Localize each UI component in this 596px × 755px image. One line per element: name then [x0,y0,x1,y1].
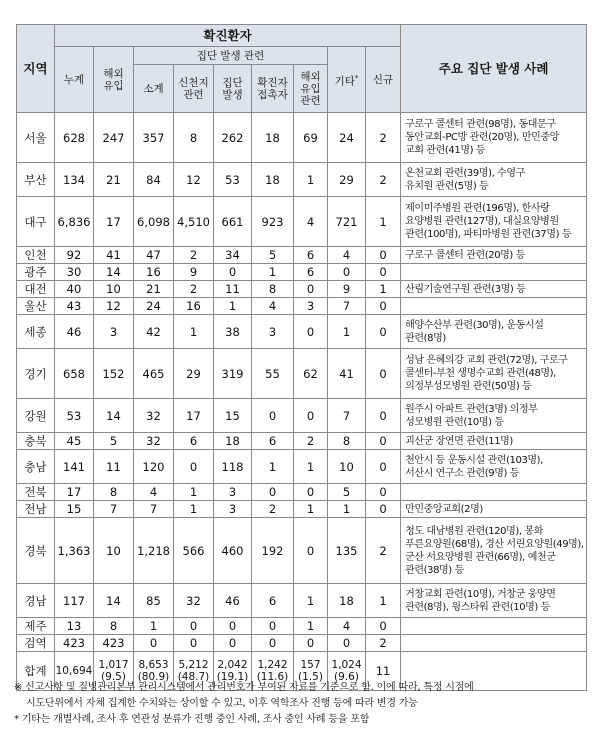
cell-ovr: 1 [294,584,328,618]
cell-examples [401,197,587,247]
totals-subtotal-percent: (80.9) [137,671,170,683]
cell-shincheonji: 1 [174,501,214,518]
region-cell: 부산 [17,163,55,197]
totals-ovr-value: 157 [300,659,321,671]
cell-total: 628 [55,113,94,163]
table-row [17,433,587,450]
cell-contact: 6 [252,433,294,450]
cell-shincheonji: 6 [174,433,214,450]
cell-ovr: 1 [294,163,328,197]
cell-total: 6,836 [55,197,94,247]
totals-shincheonji-value: 5,212 [178,659,209,671]
example-line: 만민중앙교회(2명) [405,503,483,515]
cell-subtotal: 0 [134,635,174,652]
region-cell: 인천 [17,247,55,264]
cell-subtotal: 16 [134,264,174,281]
cell-overseas: 17 [94,197,134,247]
region-cell: 검역 [17,635,55,652]
cell-examples [401,113,587,163]
cell-other: 4 [328,247,366,264]
cell-overseas: 12 [94,298,134,315]
cell-examples [401,399,587,433]
example-line: 군산 서요양병원 관련(66명), 예천군 [405,551,556,563]
header-overseas-related-text: 해외 유입 관련 [300,70,321,107]
cell-group: 3 [214,501,252,518]
cell-group: 34 [214,247,252,264]
cell-shincheonji: 0 [174,450,214,484]
example-line: 구로구 콜센터 관련(98명), 동대문구 [405,119,556,130]
cell-shincheonji: 2 [174,281,214,298]
cell-other: 5 [328,484,366,501]
cell-overseas: 247 [94,113,134,163]
footnote-2: * 기타는 개별사례, 조사 후 연관성 분류가 진행 중인 사례, 조사 중인 사례 등을 포함 [14,714,370,725]
cell-group: 262 [214,113,252,163]
table-row [17,635,587,652]
example-line: 푸른요양원(68명), 경산 서린요양원(49명), [405,538,584,550]
cell-subtotal: 42 [134,315,174,349]
cell-total: 15 [55,501,94,518]
cell-total: 134 [55,163,94,197]
region-cell: 경북 [17,518,55,584]
cell-total: 17 [55,484,94,501]
cell-ovr: 0 [294,484,328,501]
header-examples: 주요 집단 발생 사례 [401,25,587,113]
cell-shincheonji: 0 [174,618,214,635]
cell-overseas: 41 [94,247,134,264]
cell-new: 1 [366,197,401,247]
cell-overseas: 14 [94,584,134,618]
cell-new: 0 [366,618,401,635]
cell-overseas: 11 [94,450,134,484]
cell-shincheonji: 4,510 [174,197,214,247]
totals-group-percent: (19.1) [216,671,249,683]
totals-other-value: 1,024 [331,659,362,671]
cell-ovr: 0 [294,635,328,652]
cell-group: 319 [214,349,252,399]
region-cell: 대전 [17,281,55,298]
region-cell: 대구 [17,197,55,247]
region-cell: 세종 [17,315,55,349]
cell-group: 460 [214,518,252,584]
cell-new: 2 [366,113,401,163]
header-other-text: 기타 [334,75,355,88]
header-contact-text: 확진자 접촉자 [257,76,288,101]
cell-group: 46 [214,584,252,618]
table-row [17,618,587,635]
cell-contact: 0 [252,618,294,635]
totals-overseas-value: 1,017 [98,659,129,671]
header-group-outbreak-text: 집단 발생 [222,76,243,101]
cell-overseas: 3 [94,315,134,349]
example-line: 의정부성모병원 관련(50명) 등 [405,381,532,392]
confirmed-cases-table [16,24,587,691]
cell-subtotal: 4 [134,484,174,501]
header-overseas [94,47,134,113]
cell-shincheonji: 9 [174,264,214,281]
header-new: 신규 [366,47,401,113]
header-shincheonji [174,65,214,113]
cell-other: 7 [328,298,366,315]
cell-group: 11 [214,281,252,298]
cell-contact: 2 [252,501,294,518]
cell-ovr: 6 [294,264,328,281]
cell-examples [401,247,587,264]
cell-shincheonji: 0 [174,635,214,652]
cell-overseas: 7 [94,501,134,518]
example-line: 요양병원 관련(127명), 대실요양병원 [405,216,559,227]
cell-total: 45 [55,433,94,450]
region-cell: 경기 [17,349,55,399]
cell-contact: 0 [252,484,294,501]
example-line: 성모병원 관련(10명) 등 [405,416,504,428]
cell-contact: 3 [252,315,294,349]
cell-overseas: 21 [94,163,134,197]
cell-total: 141 [55,450,94,484]
cell-group: 0 [214,635,252,652]
cell-overseas: 8 [94,484,134,501]
example-line: 관련(8명) [405,332,446,344]
cell-subtotal: 85 [134,584,174,618]
header-cluster: 집단 발생 관련 [134,47,328,65]
cell-group: 661 [214,197,252,247]
header-overseas-text: 해외 유입 [103,67,124,92]
cell-overseas: 423 [94,635,134,652]
region-cell: 서울 [17,113,55,163]
cell-ovr: 0 [294,399,328,433]
cell-group: 1 [214,298,252,315]
table-row [17,315,587,349]
example-line: 괴산군 장연면 관련(11명) [405,435,513,447]
cell-subtotal: 465 [134,349,174,399]
cell-shincheonji: 1 [174,315,214,349]
table-row [17,264,587,281]
cell-ovr: 1 [294,618,328,635]
cell-ovr: 62 [294,349,328,399]
region-cell: 강원 [17,399,55,433]
table-row [17,298,587,315]
cell-new: 2 [366,635,401,652]
cell-overseas: 14 [94,399,134,433]
cell-new: 1 [366,281,401,298]
cell-subtotal: 357 [134,113,174,163]
cell-ovr: 1 [294,450,328,484]
example-line: 서산시 연구소 관련(9명) 등 [405,467,519,479]
region-cell: 전북 [17,484,55,501]
cell-other: 29 [328,163,366,197]
example-line: 관련(100명), 파티마병원 관련(37명) 등 [405,229,572,240]
cell-shincheonji: 2 [174,247,214,264]
cell-total: 92 [55,247,94,264]
cell-other: 721 [328,197,366,247]
totals-contact-value: 1,242 [257,659,288,671]
example-line: 관련(38명) 등 [405,564,464,576]
cell-other: 8 [328,433,366,450]
footnotes [14,680,589,728]
cell-subtotal: 1 [134,618,174,635]
example-line: 콜센터-부천 생명수교회 관련(48명), [405,368,556,379]
example-line: 온천교회 관련(39명), 수영구 [405,167,525,179]
cell-group: 18 [214,433,252,450]
cell-ovr: 6 [294,247,328,264]
table-row [17,399,587,433]
cell-ovr: 0 [294,518,328,584]
cell-contact: 4 [252,298,294,315]
region-cell: 충남 [17,450,55,484]
region-cell: 제주 [17,618,55,635]
cell-other: 135 [328,518,366,584]
cell-other: 41 [328,349,366,399]
cell-overseas: 10 [94,518,134,584]
example-line: 산림기술연구원 관련(3명) 등 [405,283,526,295]
cell-subtotal: 24 [134,298,174,315]
cell-total: 40 [55,281,94,298]
cell-other: 7 [328,399,366,433]
cell-examples [401,518,587,584]
cell-other: 1 [328,501,366,518]
table-row [17,247,587,264]
cell-ovr: 2 [294,433,328,450]
totals-shincheonji-percent: (48.7) [177,671,210,683]
cell-new: 0 [366,298,401,315]
cell-overseas: 14 [94,264,134,281]
cell-contact: 0 [252,399,294,433]
cell-total: 43 [55,298,94,315]
cell-group: 118 [214,450,252,484]
region-cell: 경남 [17,584,55,618]
footnote-1: ※ 신고사항 및 질병관리본부 관리시스템에서 관리번호가 부여된 자료를 기준으로 함. 이에 따라, 특정 시점에 [14,682,474,693]
cell-examples [401,584,587,618]
table-row [17,584,587,618]
cell-group: 38 [214,315,252,349]
cell-shincheonji: 566 [174,518,214,584]
cell-subtotal: 32 [134,433,174,450]
cell-examples [401,618,587,635]
cell-shincheonji: 12 [174,163,214,197]
example-line: 청도 대남병원 관련(120명), 봉화 [405,525,543,537]
cell-examples [401,298,587,315]
region-cell: 전남 [17,501,55,518]
cell-contact: 923 [252,197,294,247]
cell-new: 2 [366,163,401,197]
example-line: 원주시 아파트 관련(3명) 의정부 [405,403,538,415]
totals-other-percent: (9.6) [334,671,359,683]
cell-other: 18 [328,584,366,618]
cell-other: 10 [328,450,366,484]
cell-group: 53 [214,163,252,197]
header-overseas-related [294,65,328,113]
cell-new: 0 [366,399,401,433]
cell-shincheonji: 8 [174,113,214,163]
header-other [328,47,366,113]
cell-ovr: 3 [294,298,328,315]
cell-total: 46 [55,315,94,349]
cell-total: 117 [55,584,94,618]
cell-group: 3 [214,484,252,501]
cell-contact: 6 [252,584,294,618]
cell-contact: 18 [252,163,294,197]
cell-group: 0 [214,264,252,281]
cell-examples [401,163,587,197]
cell-other: 9 [328,281,366,298]
cell-examples [401,501,587,518]
totals-overseas-percent: (9.5) [101,671,126,683]
cell-contact: 0 [252,635,294,652]
example-line: 해양수산부 관련(30명), 운동시설 [405,319,544,331]
cell-new: 2 [366,518,401,584]
example-line: 천안시 등 운동시설 관련(103명), [405,454,543,466]
totals-contact-percent: (11.6) [256,671,289,683]
header-region: 지역 [17,25,55,113]
table-row [17,450,587,484]
cell-examples [401,484,587,501]
cell-new: 0 [366,450,401,484]
cell-examples [401,349,587,399]
cell-other: 24 [328,113,366,163]
footnote-1-cont: 시도단위에서 자체 집계한 수치와는 상이할 수 있고, 이후 역학조사 진행 등에 따라 변경 가능 [26,698,418,709]
cell-group: 0 [214,618,252,635]
cell-subtotal: 1,218 [134,518,174,584]
table-row [17,518,587,584]
cell-subtotal: 120 [134,450,174,484]
region-cell: 충북 [17,433,55,450]
cell-subtotal: 7 [134,501,174,518]
cell-examples [401,264,587,281]
cell-total: 30 [55,264,94,281]
cell-new: 0 [366,315,401,349]
cell-ovr: 69 [294,113,328,163]
totals-total: 10,694 [55,652,94,691]
cell-new: 1 [366,584,401,618]
table-row [17,501,587,518]
cell-examples [401,315,587,349]
cell-contact: 18 [252,113,294,163]
example-line: 성남 은혜의강 교회 관련(72명), 구로구 [405,355,568,366]
example-line: 관련(8명), 윙스타워 관련(10명) 등 [405,601,550,613]
header-other-mark: * [354,73,359,82]
cell-subtotal: 84 [134,163,174,197]
cell-contact: 1 [252,450,294,484]
totals-new: 11 [366,652,401,691]
totals-label: 합계 [17,652,55,691]
cell-other: 0 [328,264,366,281]
cell-ovr: 0 [294,315,328,349]
cell-shincheonji: 1 [174,484,214,501]
cell-new: 0 [366,433,401,450]
example-line: 제이미주병원 관련(196명), 한사랑 [405,203,550,214]
header-contact [252,65,294,113]
cell-contact: 5 [252,247,294,264]
cell-subtotal: 32 [134,399,174,433]
cell-new: 0 [366,247,401,264]
cell-total: 53 [55,399,94,433]
cell-overseas: 152 [94,349,134,399]
region-cell: 광주 [17,264,55,281]
table-row [17,349,587,399]
cell-other: 4 [328,618,366,635]
cell-new: 0 [366,264,401,281]
table-row [17,484,587,501]
cell-total: 13 [55,618,94,635]
cell-shincheonji: 17 [174,399,214,433]
example-line: 거창교회 관련(10명), 거창군 웅양면 [405,588,556,600]
cell-total: 423 [55,635,94,652]
header-group-outbreak [214,65,252,113]
table-row [17,197,587,247]
header-shincheonji-text: 신천지 관련 [178,76,209,101]
cell-contact: 192 [252,518,294,584]
totals-group-value: 2,042 [217,659,248,671]
cell-overseas: 8 [94,618,134,635]
header-subtotal: 소계 [134,65,174,113]
cell-new: 0 [366,484,401,501]
cell-other: 0 [328,635,366,652]
totals-subtotal-value: 8,653 [138,659,169,671]
cell-examples [401,635,587,652]
example-line: 동안교회-PC방 관련(20명), 만민중앙 [405,132,559,143]
cell-examples [401,433,587,450]
cell-new: 0 [366,349,401,399]
cell-other: 1 [328,315,366,349]
table-row [17,163,587,197]
cell-new: 0 [366,501,401,518]
cell-shincheonji: 29 [174,349,214,399]
cell-subtotal: 6,098 [134,197,174,247]
table-row [17,113,587,163]
totals-ovr-percent: (1.5) [298,671,323,683]
cell-subtotal: 21 [134,281,174,298]
cell-subtotal: 47 [134,247,174,264]
header-confirmed: 확진환자 [55,25,401,47]
cell-examples [401,281,587,298]
cell-ovr: 0 [294,281,328,298]
cell-group: 15 [214,399,252,433]
cell-examples [401,450,587,484]
cell-overseas: 5 [94,433,134,450]
cell-contact: 1 [252,264,294,281]
cell-contact: 55 [252,349,294,399]
region-cell: 울산 [17,298,55,315]
example-line: 구로구 콜센터 관련(20명) 등 [405,249,525,261]
cell-overseas: 10 [94,281,134,298]
example-line: 유치원 관련(5명) 등 [405,180,489,192]
cell-total: 658 [55,349,94,399]
cell-ovr: 4 [294,197,328,247]
cell-contact: 8 [252,281,294,298]
cell-shincheonji: 32 [174,584,214,618]
cell-shincheonji: 16 [174,298,214,315]
example-line: 교회 관련(41명) 등 [405,145,486,156]
cell-total: 1,363 [55,518,94,584]
table-row [17,281,587,298]
header-total: 누계 [55,47,94,113]
cell-ovr: 1 [294,501,328,518]
